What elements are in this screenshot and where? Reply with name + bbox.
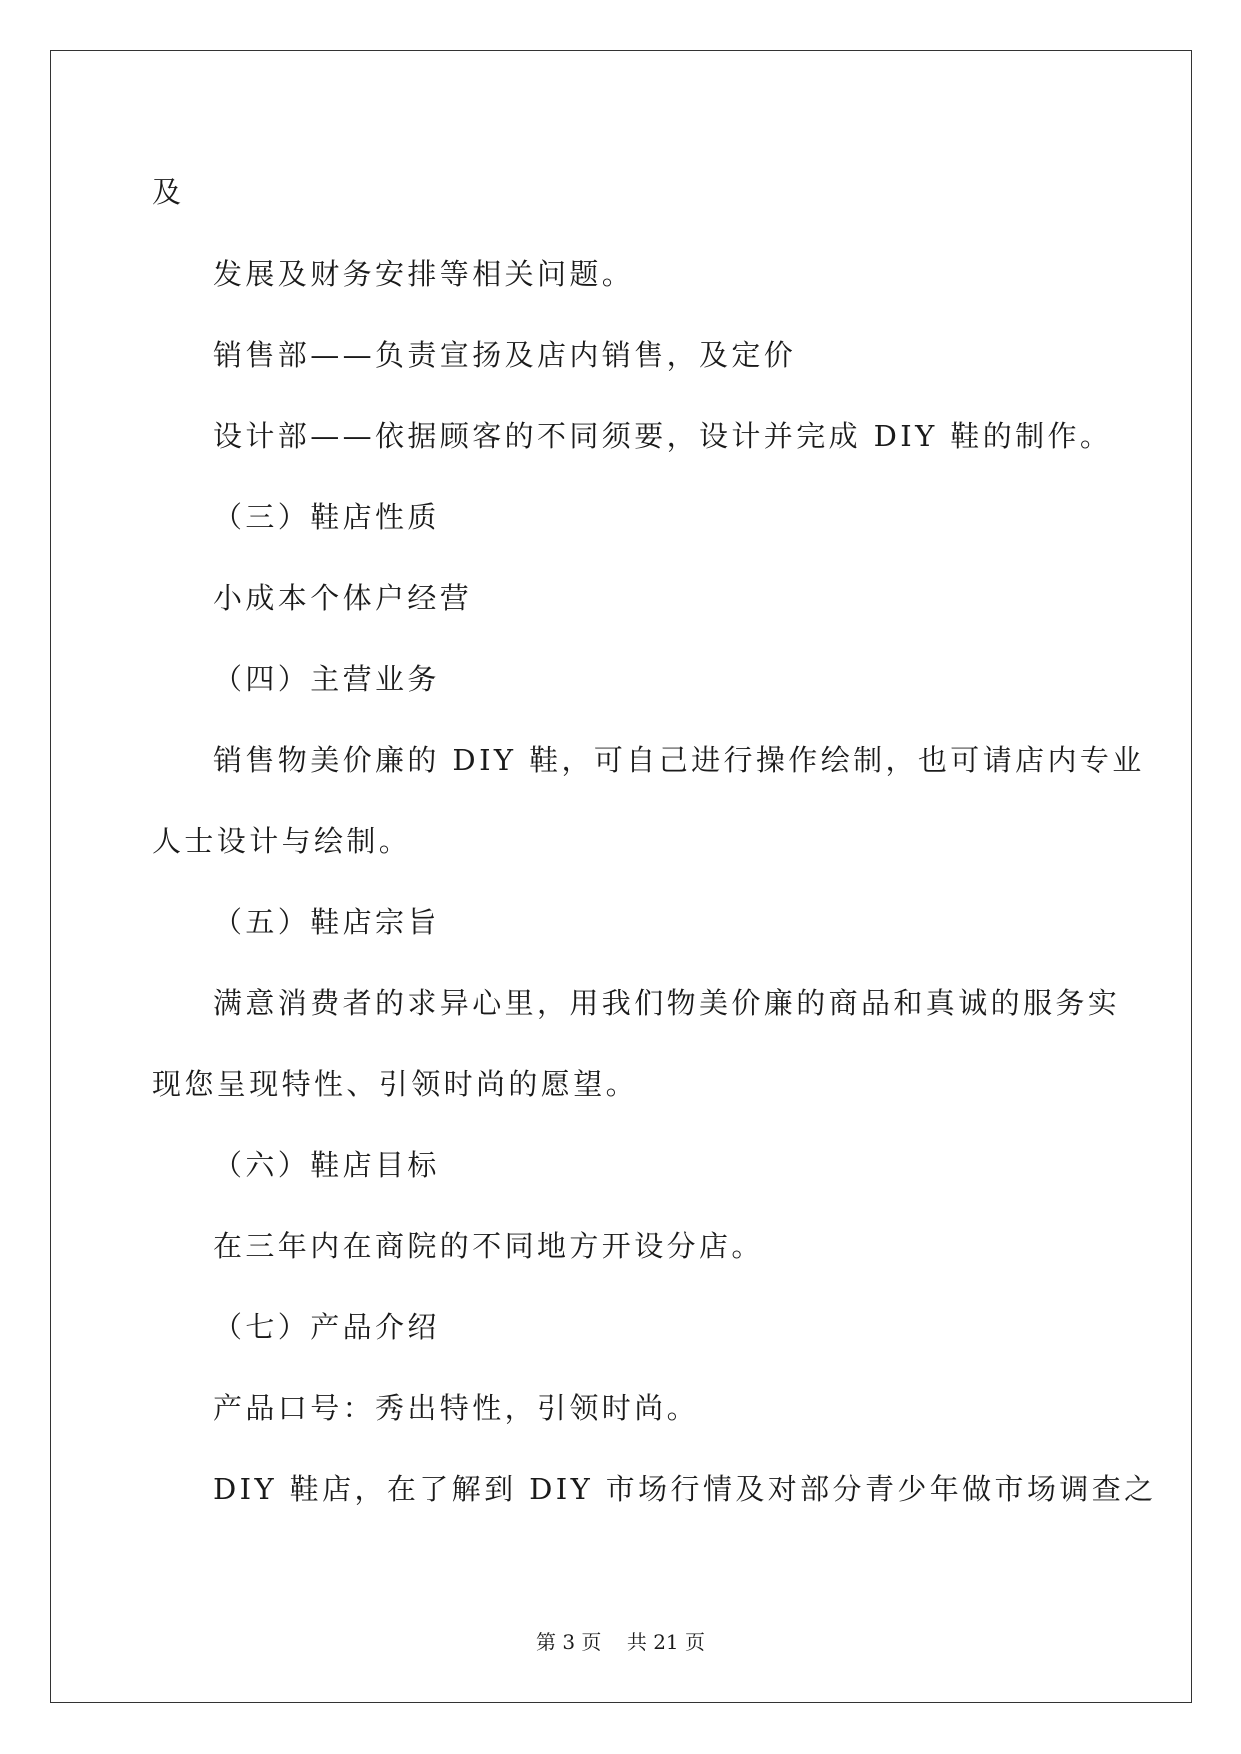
section-heading-7: （七）产品介绍 bbox=[213, 1310, 440, 1344]
body-line-4: 设计部——依据顾客的不同须要，设计并完成 DIY 鞋的制作。 bbox=[213, 419, 1113, 453]
section-heading-5: （五）鞋店宗旨 bbox=[213, 905, 440, 939]
body-line-9: 人士设计与绘制。 bbox=[152, 824, 412, 858]
section-heading-3: （三）鞋店性质 bbox=[213, 500, 440, 534]
body-line-2: 发展及财务安排等相关问题。 bbox=[213, 257, 635, 291]
body-line-8: 销售物美价廉的 DIY 鞋，可自己进行操作绘制，也可请店内专业 bbox=[213, 743, 1145, 777]
body-line-11: 满意消费者的求异心里，用我们物美价廉的商品和真诚的服务实 bbox=[213, 986, 1121, 1020]
body-line-17: DIY 鞋店，在了解到 DIY 市场行情及对部分青少年做市场调查之 bbox=[213, 1472, 1157, 1506]
section-heading-4: （四）主营业务 bbox=[213, 662, 440, 696]
body-line-14: 在三年内在商院的不同地方开设分店。 bbox=[213, 1229, 764, 1263]
section-heading-6: （六）鞋店目标 bbox=[213, 1148, 440, 1182]
body-line-6: 小成本个体户经营 bbox=[213, 581, 473, 615]
body-line-12: 现您呈现特性、引领时尚的愿望。 bbox=[152, 1067, 639, 1101]
page-border bbox=[50, 50, 1192, 1703]
page-number-footer: 第 3 页 共 21 页 bbox=[535, 1630, 706, 1654]
body-line-16: 产品口号：秀出特性，引领时尚。 bbox=[213, 1391, 700, 1425]
body-line-3: 销售部——负责宣扬及店内销售，及定价 bbox=[213, 338, 797, 372]
body-line-1: 及 bbox=[152, 175, 185, 209]
